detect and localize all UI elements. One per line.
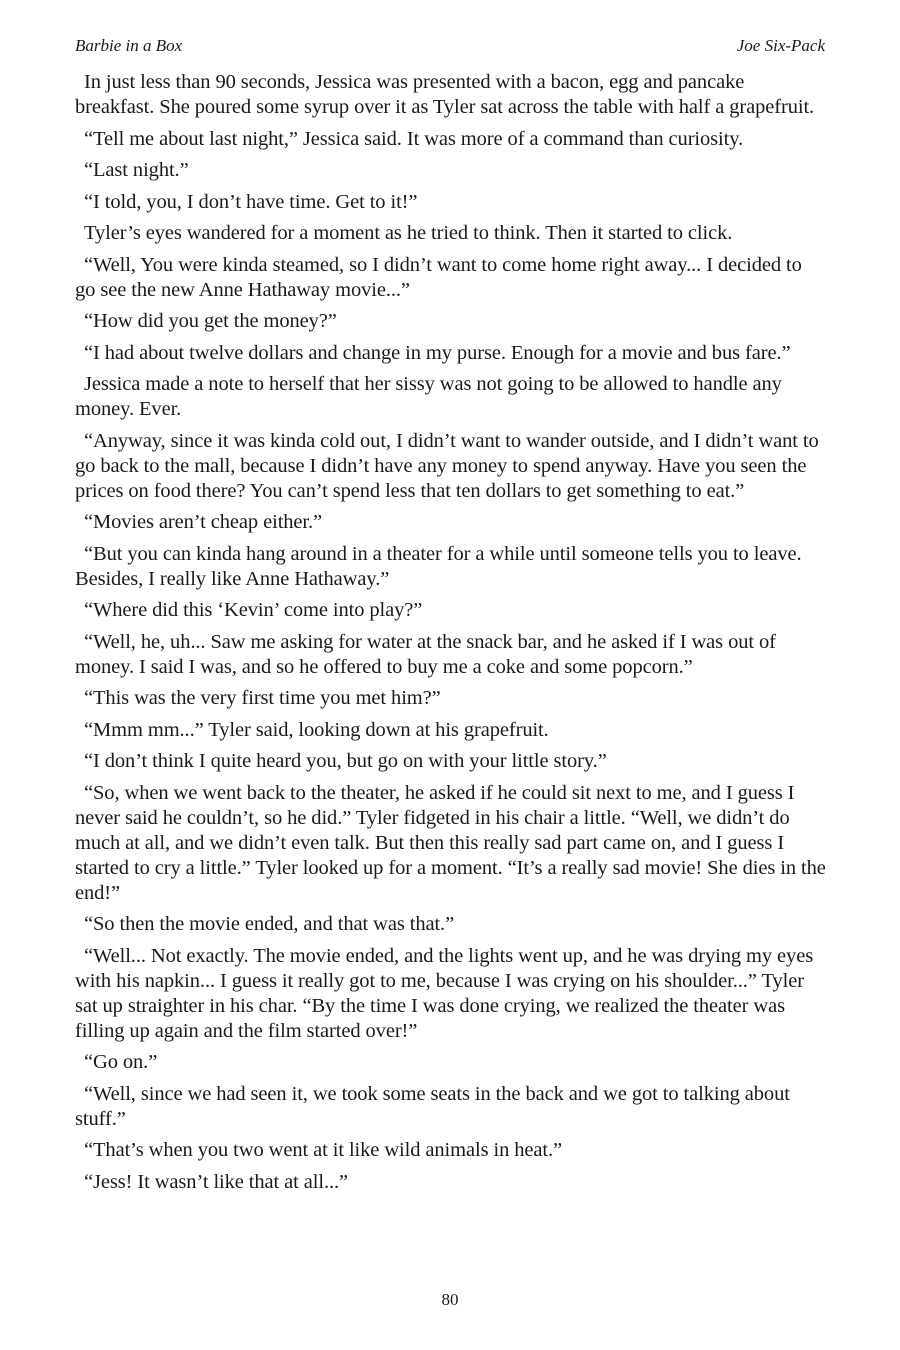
paragraph: “Well, he, uh... Saw me asking for water at the snack bar, and he asked if I was out of money. I said I was, and so he offered to buy me a coke and some popcorn.”	[75, 630, 776, 678]
paragraph: “How did you get the money?”	[84, 310, 337, 332]
book-title: Barbie in a Box	[75, 36, 183, 55]
paragraph: In just less than 90 seconds, Jessica was presented with a bacon, egg and pancake breakfast. She poured some syrup over it as Tyler sat across the table with half a grapefruit.	[75, 71, 815, 118]
paragraph: “Well, since we had seen it, we took some seats in the back and we got to talking about stuff.”	[75, 1082, 790, 1130]
running-header	[75, 36, 825, 58]
paragraph: “But you can kinda hang around in a theater for a while until someone tells you to leave. Besides, I really like Anne Hathaway.”	[75, 542, 802, 590]
paragraph: “Mmm mm...” Tyler said, looking down at his grapefruit.	[84, 718, 549, 741]
paragraph: “So, when we went back to the theater, he asked if he could sit next to me, and I guess I never said he couldn’t, so he did.” Tyler fidgeted in his chair a little. “Well, we didn’t do much at all, and we didn’t even talk. But then this really sad part came on, and I guess I started to cry a little.” Tyler looked up for a moment. “It’s a really sad movie! She dies in the end!”	[75, 781, 826, 904]
paragraph: “Well, You were kinda steamed, so I didn’t want to come home right away... I decided to go see the new Anne Hathaway movie...”	[75, 253, 802, 301]
paragraph: “I don’t think I quite heard you, but go on with your little story.”	[84, 750, 607, 772]
paragraph: “I had about twelve dollars and change in my purse. Enough for a movie and bus fare.”	[84, 341, 791, 364]
paragraph: Tyler’s eyes wandered for a moment as he tried to think. Then it started to click.	[84, 222, 733, 244]
page-number: 80	[441, 1290, 459, 1309]
paragraph: “Go on.”	[84, 1051, 158, 1073]
paragraph: “This was the very first time you met him?”	[84, 687, 441, 709]
paragraph: “So then the movie ended, and that was that.”	[84, 913, 455, 935]
paragraph: “That’s when you two went at it like wild animals in heat.”	[84, 1139, 563, 1161]
paragraph: “Movies aren’t cheap either.”	[84, 511, 323, 533]
paragraph: “Last night.”	[84, 159, 189, 181]
paragraph: “Well... Not exactly. The movie ended, and the lights went up, and he was drying my eyes with his napkin... I guess it really got to me, because I was crying on his shoulder...” Tyler sat up straighter in his char. “By the time I was done crying, we realized the theater was filling up again and the film started over!”	[75, 944, 814, 1042]
paragraph: Jessica made a note to herself that her sissy was not going to be allowed to handle any money. Ever.	[75, 373, 782, 420]
paragraph: “Where did this ‘Kevin’ come into play?”	[84, 599, 423, 621]
author-name: Joe Six-Pack	[736, 36, 825, 55]
paragraph: “Jess! It wasn’t like that at all...”	[84, 1170, 349, 1193]
body-text	[75, 70, 827, 1201]
paragraph: “I told, you, I don’t have time. Get to it!”	[84, 190, 418, 213]
paragraph: “Anyway, since it was kinda cold out, I didn’t want to wander outside, and I didn’t want to go back to the mall, because I didn’t have any money to spend anyway. Have you seen the prices on food there? You can’t spend less that ten dollars to get something to eat.”	[75, 429, 819, 502]
paragraph: “Tell me about last night,” Jessica said. It was more of a command than curiosity.	[84, 127, 744, 150]
